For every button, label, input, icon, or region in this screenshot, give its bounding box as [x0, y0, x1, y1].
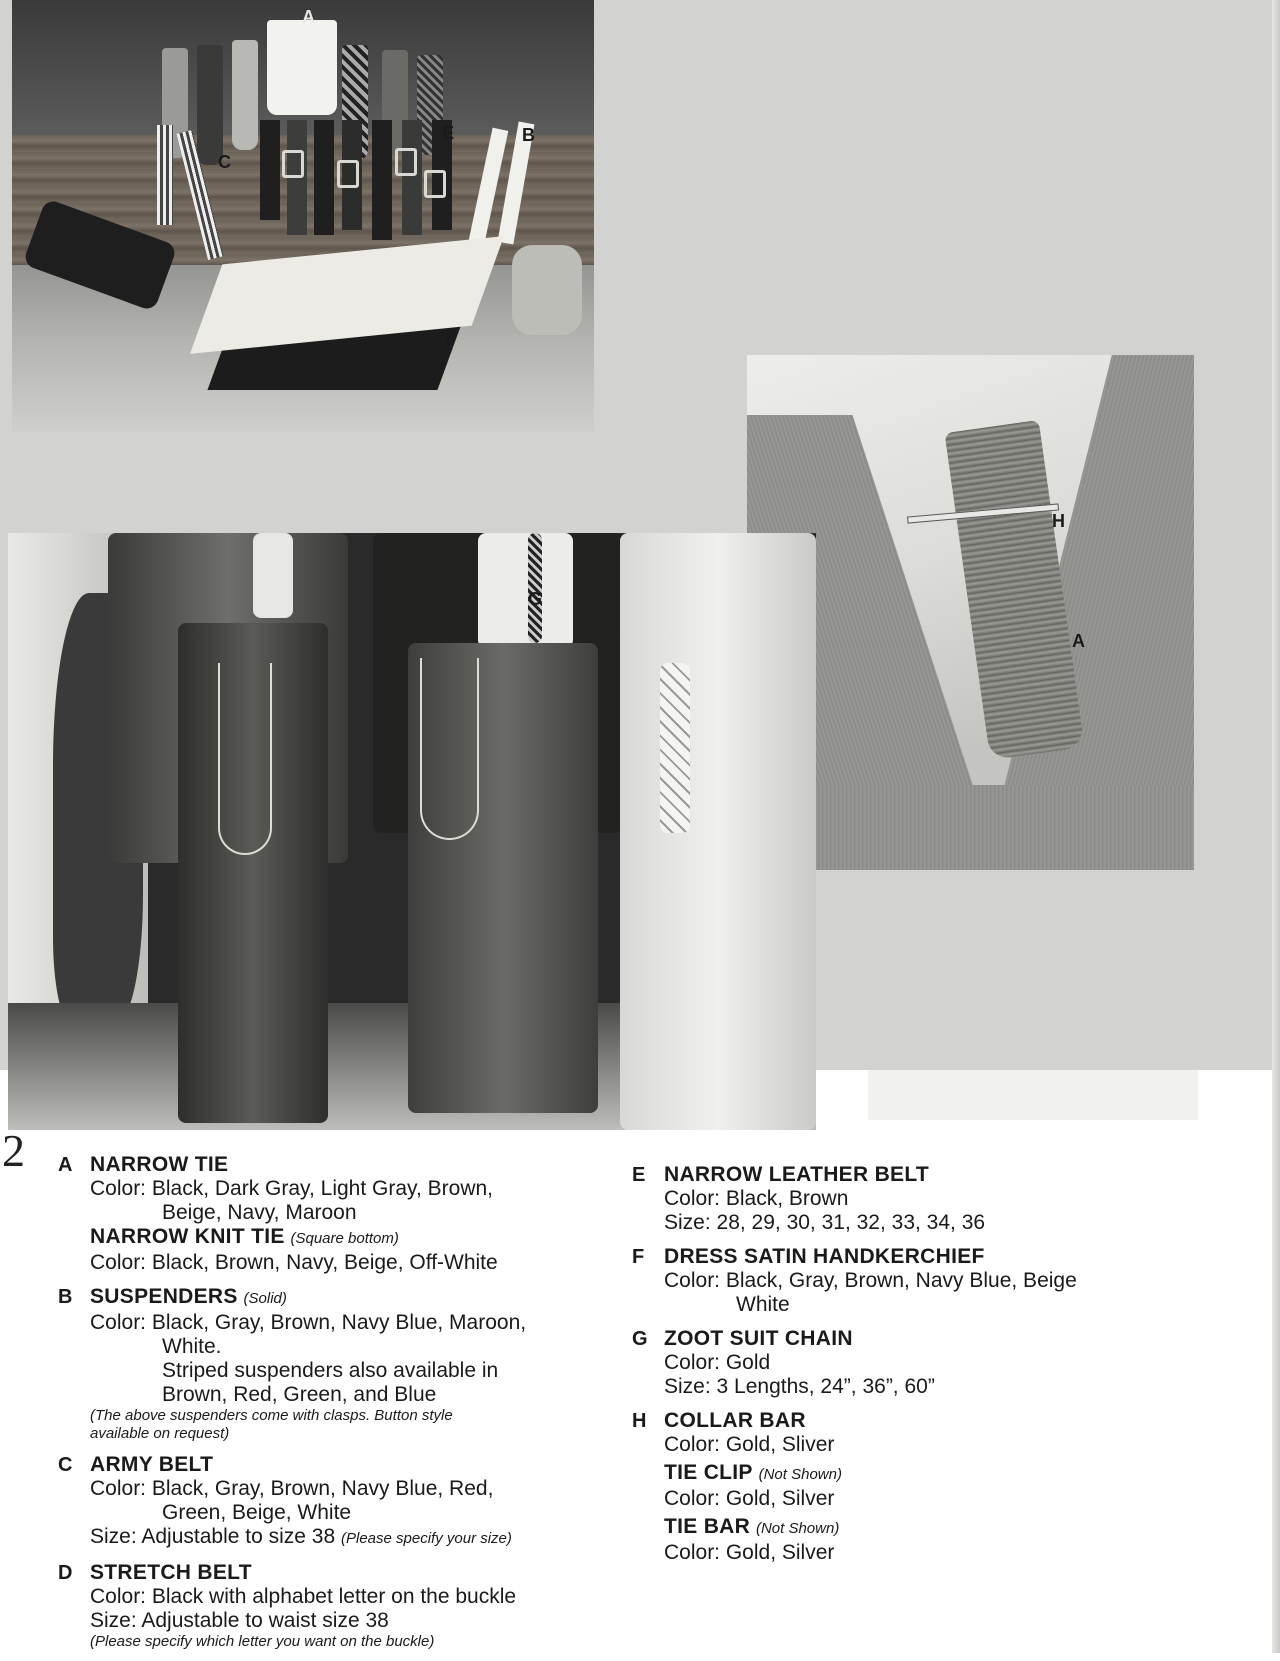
item-b: [58, 1285, 618, 1443]
item-note: (Not Shown): [755, 1520, 840, 1537]
show-through-box: [868, 1070, 1198, 1120]
item-note: (Please specify your size): [341, 1530, 512, 1547]
item-name: DRESS SATIN HANDKERCHIEF: [664, 1245, 985, 1268]
item-letter: H: [632, 1410, 647, 1432]
item-note: (Please specify which letter you want on the buckle): [90, 1633, 435, 1650]
tie: [267, 20, 337, 115]
photo-label-a: A: [302, 7, 315, 27]
item-letter: E: [632, 1164, 646, 1186]
item-color: Color: Black, Gray, Brown, Navy Blue, Beige: [664, 1269, 1077, 1292]
item-subname: NARROW KNIT TIE: [90, 1225, 285, 1248]
belt-buckle: [424, 170, 446, 198]
item-d: [58, 1561, 618, 1651]
item-list-left: [58, 1153, 618, 1661]
item-name: ARMY BELT: [90, 1453, 214, 1476]
belt-buckle: [282, 150, 304, 178]
item-note: (Solid): [243, 1290, 287, 1307]
accessories-photo: [12, 0, 594, 432]
item-fineprint-cont: available on request): [90, 1425, 230, 1442]
item-h: [632, 1409, 1192, 1565]
belt: [260, 120, 280, 220]
item-letter: C: [58, 1454, 73, 1476]
item-striped-cont: Brown, Red, Green, and Blue: [162, 1383, 437, 1406]
zoot-suits-photo: [8, 533, 816, 1130]
item-color: Color: Gold, Silver: [664, 1541, 835, 1564]
item-letter: F: [632, 1246, 645, 1268]
item-color-cont: Beige, Navy, Maroon: [162, 1201, 357, 1224]
belt-buckle: [337, 160, 359, 188]
item-list-right: [632, 1163, 1192, 1575]
item-color: Color: Black, Dark Gray, Light Gray, Brown,: [90, 1177, 494, 1200]
item-size: Size: Adjustable to size 38: [90, 1525, 336, 1548]
item-color: Color: Black with alphabet letter on the buckle: [90, 1585, 517, 1608]
item-color: Color: Black, Gray, Brown, Navy Blue, Maroon,: [90, 1311, 527, 1334]
item-e: [632, 1163, 1192, 1235]
page-number: 2: [2, 1125, 25, 1176]
item-name: NARROW LEATHER BELT: [664, 1163, 930, 1186]
item-fineprint: (The above suspenders come with clasps. Button style: [90, 1407, 453, 1424]
striped-suspender: [157, 125, 173, 225]
item-note: (Not Shown): [758, 1466, 842, 1483]
belt: [402, 120, 422, 235]
tie: [197, 45, 223, 165]
photo-label-h: H: [1052, 511, 1065, 531]
item-color: Color: Gold: [664, 1351, 771, 1374]
zoot-chain: [218, 663, 272, 855]
item-color: Color: Black, Brown: [664, 1187, 849, 1210]
item-size: Size: 3 Lengths, 24”, 36”, 60”: [664, 1375, 935, 1398]
item-g: [632, 1327, 1192, 1399]
item-color: Color: Gold, Sliver: [664, 1433, 835, 1456]
photo-label-g: G: [528, 589, 543, 609]
photo-label-a2: A: [1072, 631, 1085, 651]
page-edge: [1272, 0, 1280, 1653]
belt-buckle: [395, 148, 417, 176]
item-subname: TIE BAR: [664, 1515, 751, 1538]
item-color-cont: White.: [162, 1335, 222, 1358]
item-size: Size: 28, 29, 30, 31, 32, 33, 34, 36: [664, 1211, 986, 1234]
striped-tie: [528, 533, 542, 643]
item-a: [58, 1153, 618, 1275]
item-name: SUSPENDERS: [90, 1285, 238, 1308]
item-name: STRETCH BELT: [90, 1561, 252, 1584]
man-left-shirt: [253, 533, 293, 618]
item-striped: Striped suspenders also available in: [162, 1359, 499, 1382]
item-color: Color: Gold, Silver: [664, 1487, 835, 1510]
item-name: COLLAR BAR: [664, 1409, 806, 1432]
item-letter: B: [58, 1286, 73, 1308]
item-subname: TIE CLIP: [664, 1461, 753, 1484]
item-color-cont: Green, Beige, White: [162, 1501, 352, 1524]
item-letter: G: [632, 1328, 648, 1350]
suspender-clasps: [512, 245, 582, 335]
man-right-jacket: [620, 533, 816, 1130]
photo-label-e: E: [442, 123, 455, 143]
item-name: NARROW TIE: [90, 1153, 229, 1176]
belt: [314, 120, 334, 235]
photo-label-f: F: [445, 329, 456, 349]
zoot-chain: [420, 658, 479, 840]
item-letter: A: [58, 1154, 73, 1176]
item-note: (Square bottom): [290, 1230, 399, 1247]
man-middle-shirt: [478, 533, 573, 648]
item-c: [58, 1453, 618, 1551]
item-name: ZOOT SUIT CHAIN: [664, 1327, 853, 1350]
photo-label-c: C: [218, 152, 231, 172]
item-f: [632, 1245, 1192, 1317]
tie: [232, 40, 258, 150]
photo-label-b: B: [522, 125, 535, 145]
item-color: Color: Black, Brown, Navy, Beige, Off-White: [90, 1251, 498, 1274]
item-letter: D: [58, 1562, 73, 1584]
belt: [372, 120, 392, 240]
item-color: Color: Black, Gray, Brown, Navy Blue, Red,: [90, 1477, 494, 1500]
patterned-tie: [660, 663, 690, 833]
item-color-cont: White: [736, 1293, 790, 1316]
item-size: Size: Adjustable to waist size 38: [90, 1609, 389, 1632]
